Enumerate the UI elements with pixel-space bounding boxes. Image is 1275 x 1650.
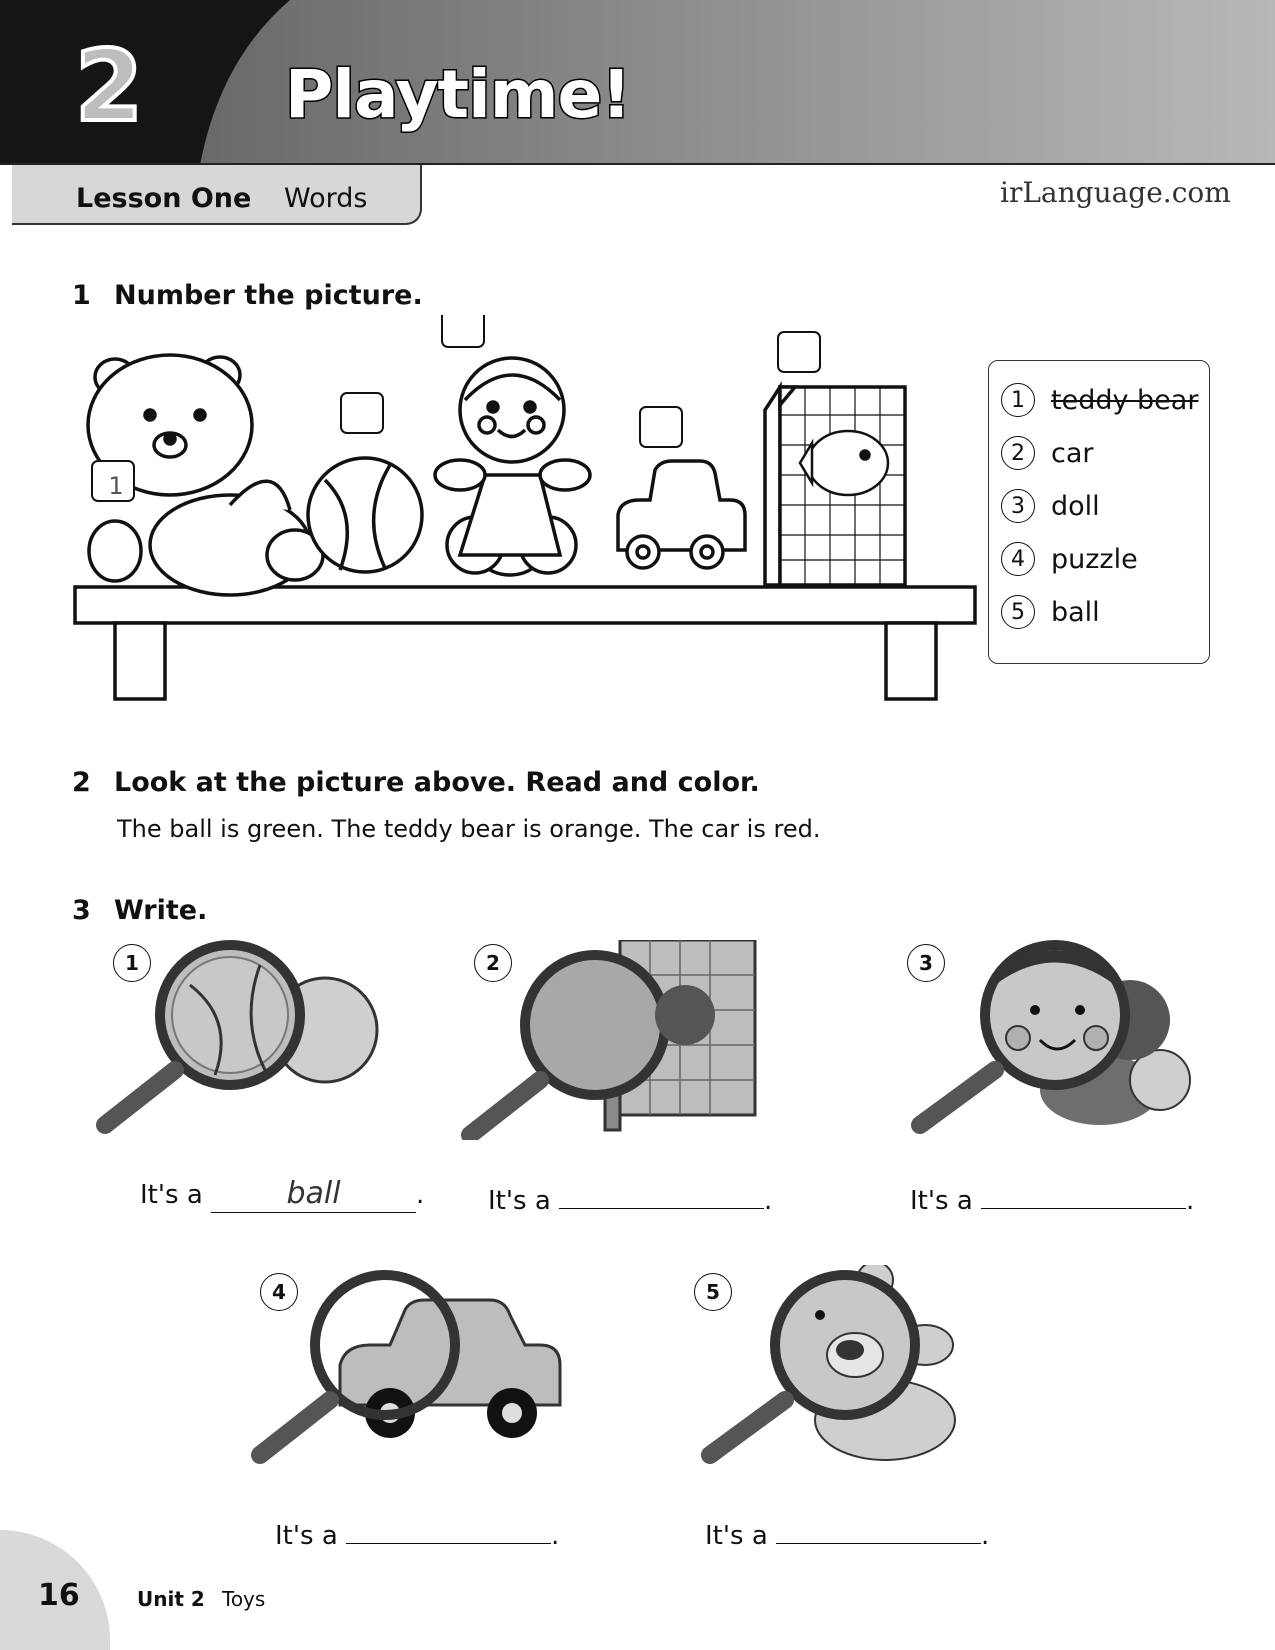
word-label: puzzle (1051, 543, 1138, 575)
word-label: doll (1051, 490, 1100, 522)
answer-suffix: . (551, 1521, 560, 1551)
word-number: 3 (1001, 489, 1035, 523)
answer-line-4 (275, 1515, 559, 1551)
teddy-number-value: 1 (108, 472, 124, 500)
answer-line-5 (705, 1515, 989, 1551)
puzzle-drawing (765, 387, 905, 585)
section-1-title: Number the picture. (114, 280, 423, 311)
lesson-label: Lesson One (76, 183, 252, 214)
section-2-title: Look at the picture above. Read and color. (114, 767, 760, 798)
doll-number-box (442, 315, 484, 347)
answer-line-2 (488, 1180, 772, 1216)
word-item-5 (1001, 592, 1100, 632)
word-item-4 (1001, 539, 1138, 579)
shelf-leg-left (115, 623, 165, 699)
item-number: 4 (260, 1273, 298, 1311)
answer-blank[interactable] (346, 1515, 551, 1544)
answer-suffix: . (764, 1186, 773, 1216)
site-watermark: irLanguage.com (1000, 176, 1231, 209)
answer-prefix: It's a (275, 1521, 338, 1551)
shelf-leg-right (886, 623, 936, 699)
item-number: 3 (907, 944, 945, 982)
word-label: teddy bear (1051, 384, 1199, 416)
car-number-box (640, 407, 682, 447)
ball-number-box (341, 393, 383, 433)
header-banner (0, 0, 1275, 165)
word-number: 5 (1001, 595, 1035, 629)
word-item-2 (1001, 433, 1094, 473)
word-number: 2 (1001, 436, 1035, 470)
item-number: 2 (474, 944, 512, 982)
shelf-illustration (60, 315, 990, 705)
section-1-number: 1 (72, 280, 91, 311)
answer-blank[interactable]: ball (211, 1184, 416, 1213)
answer-prefix: It's a (705, 1521, 768, 1551)
answer-line-3 (910, 1180, 1194, 1216)
footer-unit: Unit 2 (137, 1587, 205, 1611)
page-number: 16 (38, 1578, 80, 1613)
answer-suffix: . (416, 1180, 425, 1210)
answer-blank[interactable] (559, 1180, 764, 1209)
word-item-1 (1001, 380, 1198, 420)
magnifier-teddy-picture (690, 1265, 1000, 1465)
item-number: 1 (113, 944, 151, 982)
answer-blank[interactable] (981, 1180, 1186, 1209)
page-title: Playtime! (285, 56, 631, 133)
answer-suffix: . (981, 1521, 990, 1551)
item-number: 5 (694, 1273, 732, 1311)
doll-drawing (435, 358, 590, 575)
section-3-title: Write. (114, 895, 208, 926)
puzzle-number-box (778, 332, 820, 372)
section-2-text: The ball is green. The teddy bear is orange. The car is red. (117, 815, 821, 843)
word-label: ball (1051, 596, 1100, 628)
car-drawing (618, 461, 745, 568)
section-2-number: 2 (72, 767, 91, 798)
word-number: 4 (1001, 542, 1035, 576)
answer-line-1 (140, 1176, 425, 1213)
ball-drawing (308, 458, 422, 572)
word-item-3 (1001, 486, 1100, 526)
unit-number: 2 (75, 30, 144, 144)
word-number: 1 (1001, 383, 1035, 417)
word-list-box (988, 360, 1210, 664)
answer-prefix: It's a (140, 1180, 203, 1210)
magnifier-car-picture (250, 1265, 580, 1465)
magnifier-doll-picture (900, 940, 1200, 1140)
answer-prefix: It's a (488, 1186, 551, 1216)
lesson-topic: Words (284, 183, 368, 214)
answer-suffix: . (1186, 1186, 1195, 1216)
answer-prefix: It's a (910, 1186, 973, 1216)
answer-blank[interactable] (776, 1515, 981, 1544)
footer-topic: Toys (222, 1587, 266, 1611)
word-label: car (1051, 437, 1094, 469)
section-3-number: 3 (72, 895, 91, 926)
